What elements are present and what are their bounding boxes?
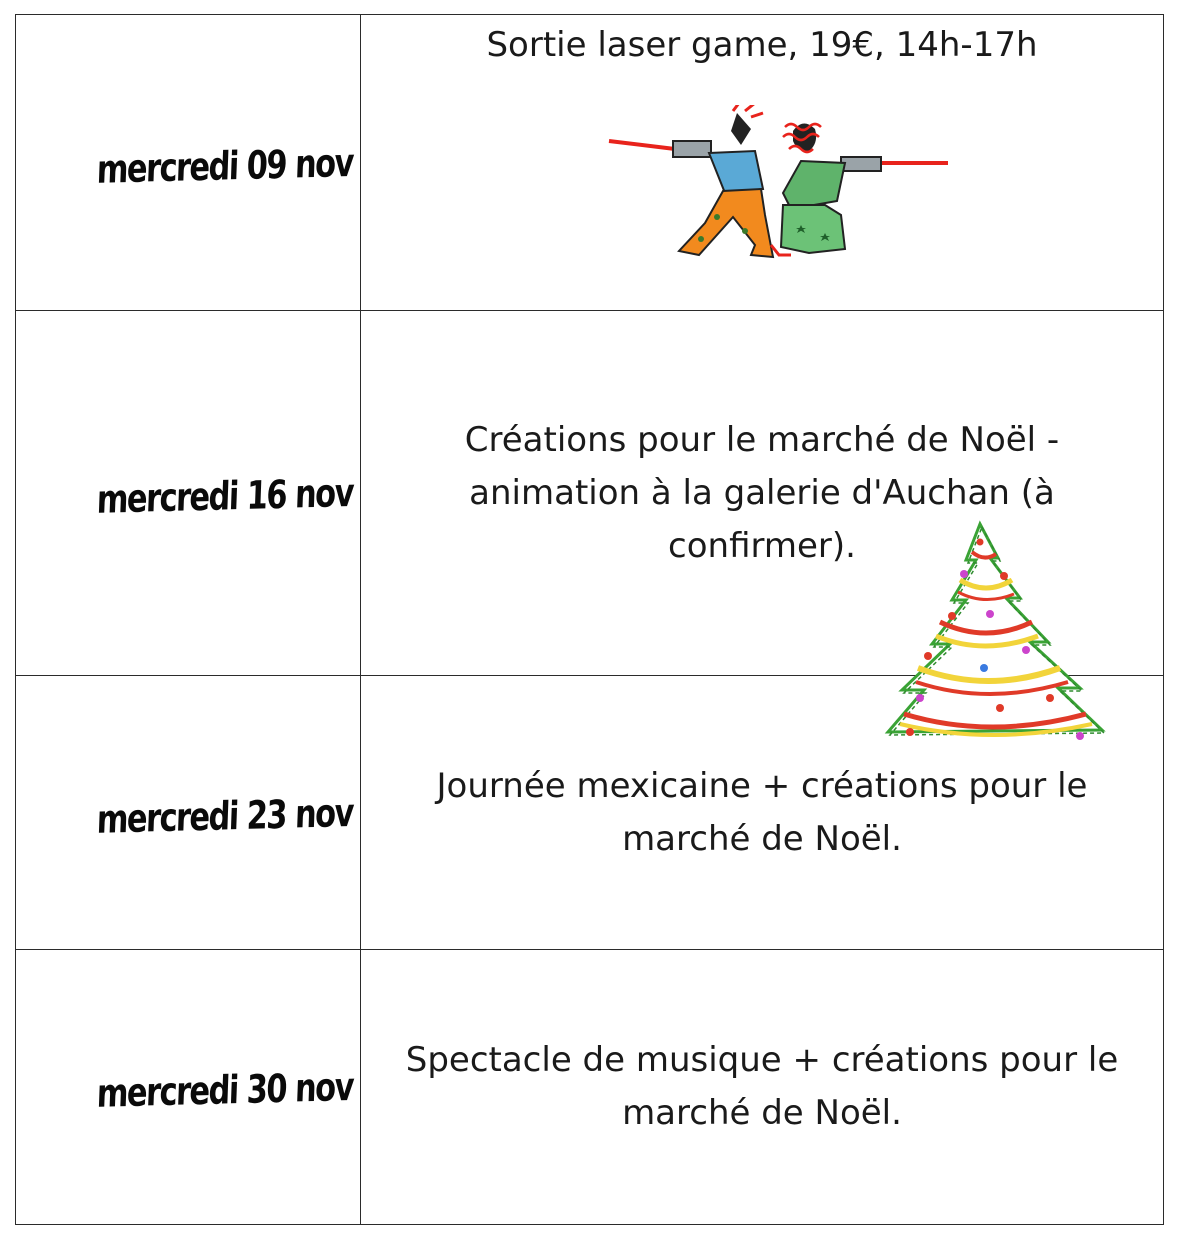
player-body-right (783, 161, 845, 209)
player-legs-left (679, 189, 773, 257)
activity-text: Journée mexicaine + créations pour le marché de Noël. (436, 765, 1088, 859)
player-head-left (731, 113, 751, 145)
schedule-row (16, 950, 1164, 1225)
date-label: mercredi 23 nov (95, 790, 353, 842)
schedule-row (16, 15, 1164, 311)
laser-gun-right (841, 157, 881, 171)
date-cell (8, 15, 369, 311)
date-cell (8, 676, 367, 950)
laser-beam-left (609, 141, 675, 149)
activity-text: Spectacle de musique + créations pour le marché de Noël. (405, 1040, 1119, 1133)
activity-text: Créations pour le marché de Noël - animation à la galerie d'Auchan (à confirmer). (464, 419, 1060, 566)
date-cell (8, 950, 367, 1225)
laser-game-players-illustration (605, 105, 950, 265)
date-label: mercredi 30 nov (95, 1064, 353, 1117)
activity-text: Sortie laser game, 19€, 14h-17h (486, 25, 1038, 65)
date-label: mercredi 09 nov (95, 140, 353, 192)
activity-cell (361, 950, 1164, 1225)
laser-gun-left (673, 141, 711, 157)
date-cell (6, 311, 370, 676)
player-legs-right (781, 205, 845, 253)
christmas-tree-illustration (880, 518, 1108, 758)
player-body-left (709, 151, 763, 193)
date-label: mercredi 16 nov (95, 470, 353, 523)
